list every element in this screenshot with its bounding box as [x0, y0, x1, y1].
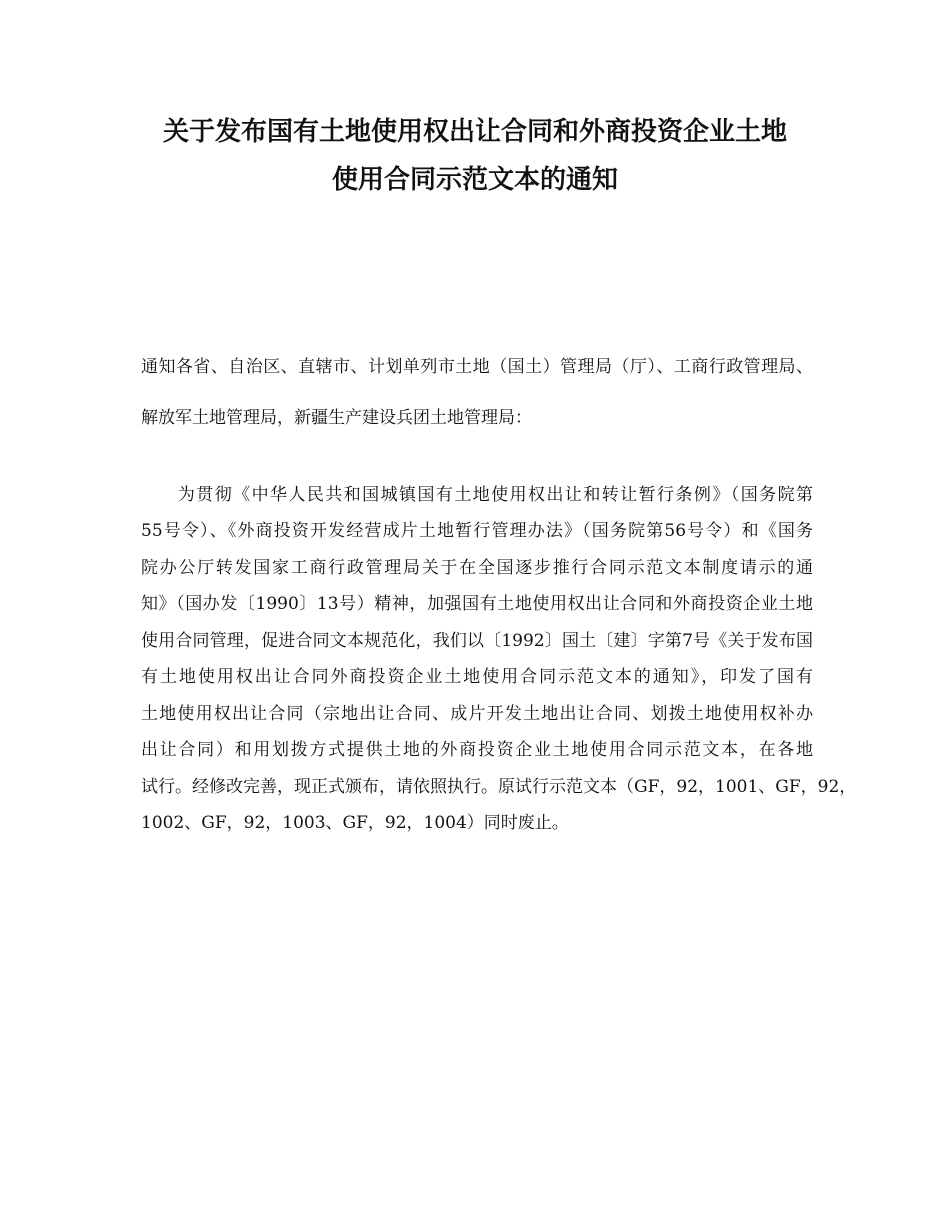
title-line: 使用合同示范文本的通知 [331, 165, 618, 195]
body-line: 有土地使用权出让合同外商投资企业土地使用合同示范文本的通知》，印发了国有 [141, 667, 813, 687]
body-line: 土地使用权出让合同（宗地出让合同、成片开发土地出让合同、划拨土地使用权补办 [141, 704, 813, 724]
addressee-line: 通知各省、自治区、直辖市、计划单列市土地（国土）管理局（厅）、工商行政管理局、 [141, 357, 813, 377]
body-line: 为贯彻《中华人民共和国城镇国有土地使用权出让和转让暂行条例》（国务院第 [141, 485, 813, 505]
body-line: 试行。经修改完善，现正式颁布，请依照执行。原试行示范文本（GF，92，1001、GF，92， [141, 777, 857, 797]
body-line: 院办公厅转发国家工商行政管理局关于在全国逐步推行合同示范文本制度请示的通 [141, 558, 813, 578]
body-line: 使用合同管理，促进合同文本规范化，我们以〔1992〕国土〔建〕字第7号《关于发布国 [141, 631, 813, 651]
body-line: 出让合同）和用划拨方式提供土地的外商投资企业土地使用合同示范文本，在各地 [141, 740, 813, 760]
body-line: 1002、GF，92，1003、GF，92，1004）同时废止。 [141, 813, 569, 833]
body-line: 知》（国办发〔1990〕13号）精神，加强国有土地使用权出让合同和外商投资企业土地 [141, 594, 813, 614]
title-line: 关于发布国有土地使用权出让合同和外商投资企业土地 [162, 117, 787, 147]
addressee-line: 解放军土地管理局，新疆生产建设兵团土地管理局： [141, 408, 532, 428]
body-line: 55号令）、《外商投资开发经营成片土地暂行管理办法》（国务院第56号令）和《国务 [141, 521, 813, 541]
